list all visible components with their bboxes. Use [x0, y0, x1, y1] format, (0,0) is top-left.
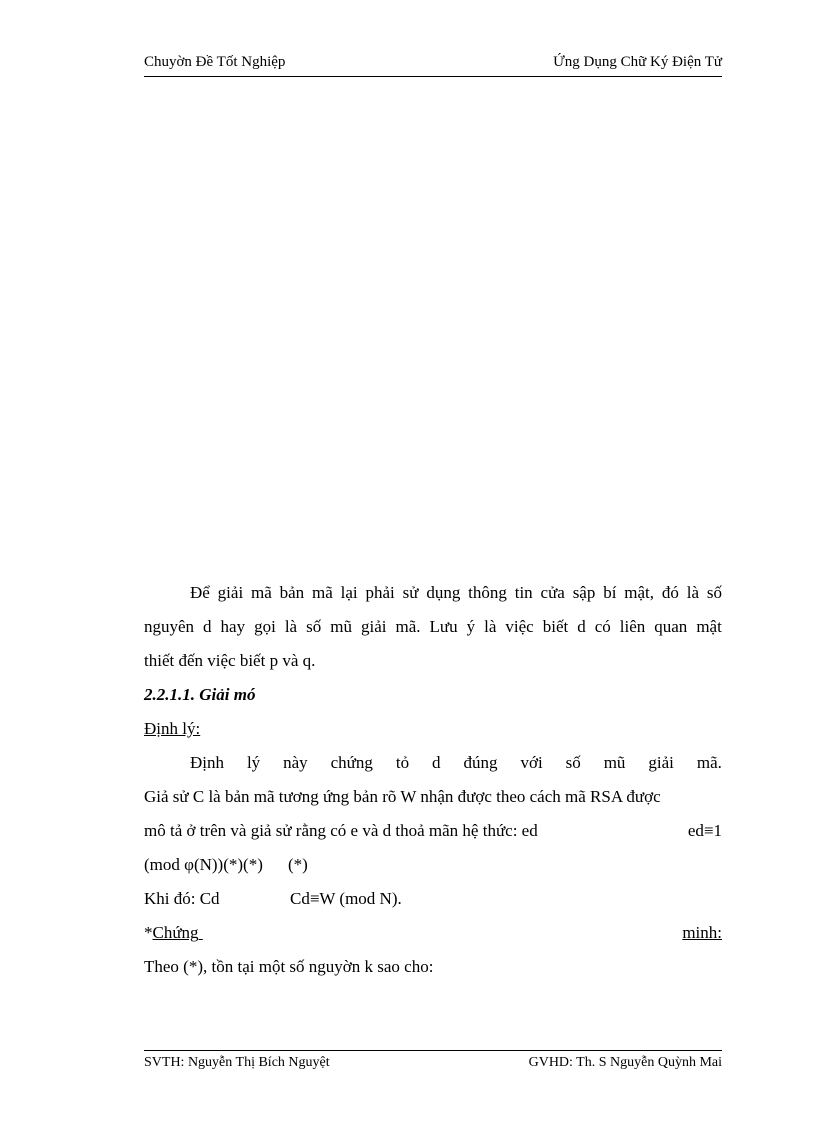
theorem-line-5-left: Khi đó: Cd: [144, 889, 220, 908]
page-header: [144, 52, 722, 72]
word: lý: [246, 753, 261, 772]
footer-divider: [144, 1050, 722, 1051]
word: d: [432, 753, 441, 772]
theorem-line-5-right: Cd≡W (mod N).: [290, 889, 402, 908]
theorem-line-5: [144, 886, 722, 920]
word: giải: [217, 583, 244, 602]
page-footer: [144, 1054, 722, 1072]
paragraph-line-1: [144, 580, 722, 614]
word: bí: [603, 583, 617, 602]
word: Định: [190, 753, 224, 772]
word: Lưu: [429, 617, 458, 636]
proof-underline-gap: [199, 920, 683, 954]
word: đó: [661, 583, 679, 602]
header-title-left: Chuyờn Đề Tốt Nghiệp: [144, 54, 286, 70]
word: chứng: [330, 753, 373, 772]
word: là: [484, 617, 497, 636]
word: sử: [402, 583, 419, 602]
word: quan: [654, 617, 688, 636]
word: mã: [312, 583, 333, 602]
word: giải: [360, 617, 387, 636]
word: là: [686, 583, 699, 602]
word: biết: [542, 617, 569, 636]
word: phải: [365, 583, 395, 602]
word: gọi: [254, 617, 276, 636]
theorem-line-3-right: ed≡1: [687, 821, 722, 840]
word: d: [577, 617, 586, 636]
word: là: [284, 617, 298, 636]
proof-prefix: *: [144, 923, 153, 942]
word: số: [306, 617, 322, 636]
word: mật: [696, 617, 722, 636]
word: mũ: [330, 617, 352, 636]
word: bản: [279, 583, 305, 602]
word: tỏ: [395, 753, 410, 772]
theorem-label-line: [144, 716, 722, 750]
paragraph-line-3: thiết đến việc biết p và q.: [144, 651, 316, 670]
word: mã: [251, 583, 272, 602]
word: việc: [505, 617, 534, 636]
word: Để: [190, 583, 210, 602]
word: số: [565, 753, 581, 772]
word: mã.: [395, 617, 421, 636]
proof-heading-line: [144, 920, 722, 954]
footer-advisor: GVHD: Th. S Nguyễn Quỳnh Mai: [528, 1055, 722, 1070]
word: d: [203, 617, 212, 636]
paragraph-line-2: [144, 614, 722, 648]
proof-word-left: Chứng: [152, 923, 199, 942]
theorem-line-4: [144, 852, 722, 886]
proof-heading-left: [144, 920, 199, 954]
word: với: [520, 753, 543, 772]
word: mã.: [696, 753, 722, 772]
word: thông: [468, 583, 507, 602]
word: tin: [514, 583, 533, 602]
word: sập: [572, 583, 596, 602]
theorem-line-2: Giả sử C là bản mã tương ứng bản rõ W nhận được theo cách mã RSA được: [144, 787, 661, 806]
word: lại: [340, 583, 358, 602]
theorem-line-4-left: (mod φ(N))(*)(*): [144, 855, 263, 874]
word: có: [594, 617, 611, 636]
word: mật,: [624, 583, 655, 602]
theorem-line-3-left: mô tả ở trên và giả sử rằng có e và d thoả mãn hệ thức: ed: [144, 821, 538, 840]
theorem-label: Định lý:: [144, 719, 201, 738]
theorem-line-3: [144, 818, 722, 852]
header-title-right: Ứng Dụng Chữ Ký Điện Tử: [553, 54, 722, 70]
word: liên: [619, 617, 646, 636]
header-divider: [144, 76, 722, 77]
word: hay: [220, 617, 246, 636]
word: dụng: [426, 583, 461, 602]
theorem-line-1: [144, 750, 722, 784]
footer-student: SVTH: Nguyễn Thị Bích Nguyệt: [144, 1055, 330, 1070]
theorem-line-4-right: (*): [288, 855, 308, 874]
word: giải: [648, 753, 674, 772]
section-heading: 2.2.1.1. Giải mó: [144, 685, 256, 704]
word: cửa: [540, 583, 565, 602]
word: đúng: [463, 753, 498, 772]
word: nguyên: [144, 617, 195, 636]
word: này: [283, 753, 308, 772]
proof-word-right: minh:: [682, 923, 722, 942]
word: số: [706, 583, 722, 602]
proof-line-2: Theo (*), tồn tại một số nguyờn k sao cho:: [144, 957, 434, 976]
word: ý: [466, 617, 476, 636]
document-body: [144, 580, 722, 988]
word: mũ: [603, 753, 626, 772]
